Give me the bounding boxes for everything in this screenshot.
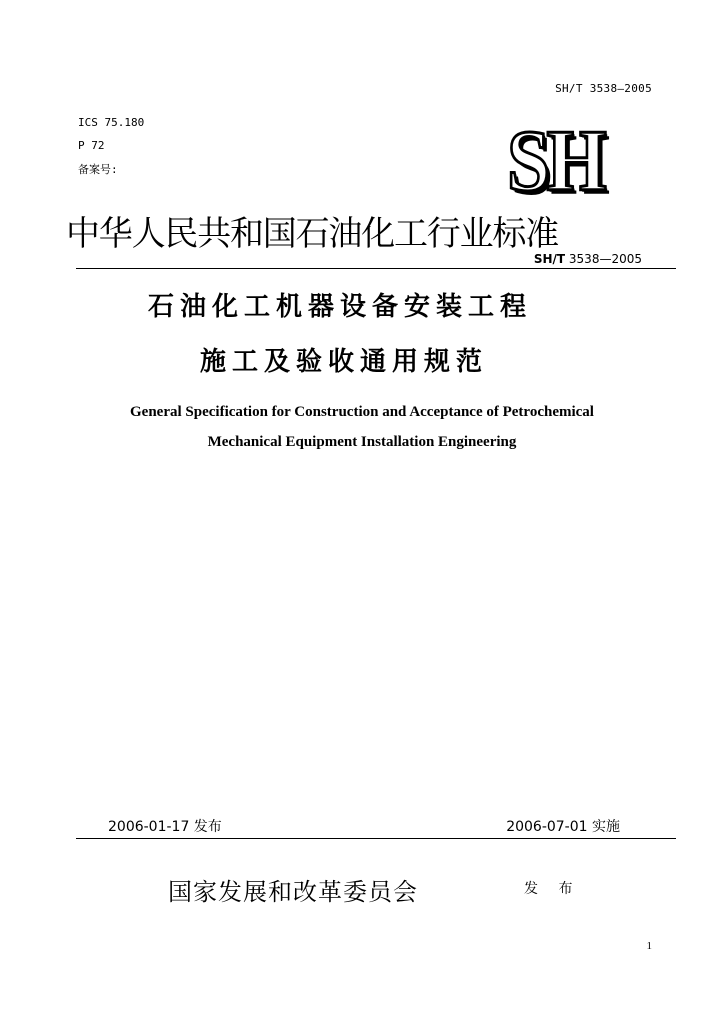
category-code: P 72 — [78, 139, 105, 152]
standard-code-prefix: SH/T — [533, 252, 566, 266]
issuer-action: 发 布 — [524, 881, 581, 897]
standard-code-number: 3538—2005 — [565, 252, 642, 266]
issuer-name: 国家发展和改革委员会 — [168, 878, 418, 906]
title-cn-line2: 施工及验收通用规范 — [200, 347, 489, 377]
sh-logo: SH — [507, 113, 604, 210]
standard-code — [534, 252, 642, 266]
record-number-label: 备案号: — [78, 163, 118, 176]
publish-date: 2006-01-17 发布 — [108, 819, 222, 835]
header-rule — [76, 268, 676, 269]
footer-rule — [76, 838, 676, 839]
implement-date: 2006-07-01 实施 — [506, 819, 620, 835]
title-cn-line1: 石油化工机器设备安装工程 — [148, 292, 533, 322]
ics-code: ICS 75.180 — [78, 116, 145, 129]
title-en-line1: General Specification for Construction and Acceptance of Petrochemical — [130, 404, 594, 420]
page-number: 1 — [646, 940, 652, 952]
document-code-top: SH/T 3538—2005 — [555, 82, 652, 95]
standard-name: 中华人民共和国石油化工行业标准 — [66, 214, 558, 254]
title-en-line2: Mechanical Equipment Installation Engineering — [207, 434, 517, 450]
